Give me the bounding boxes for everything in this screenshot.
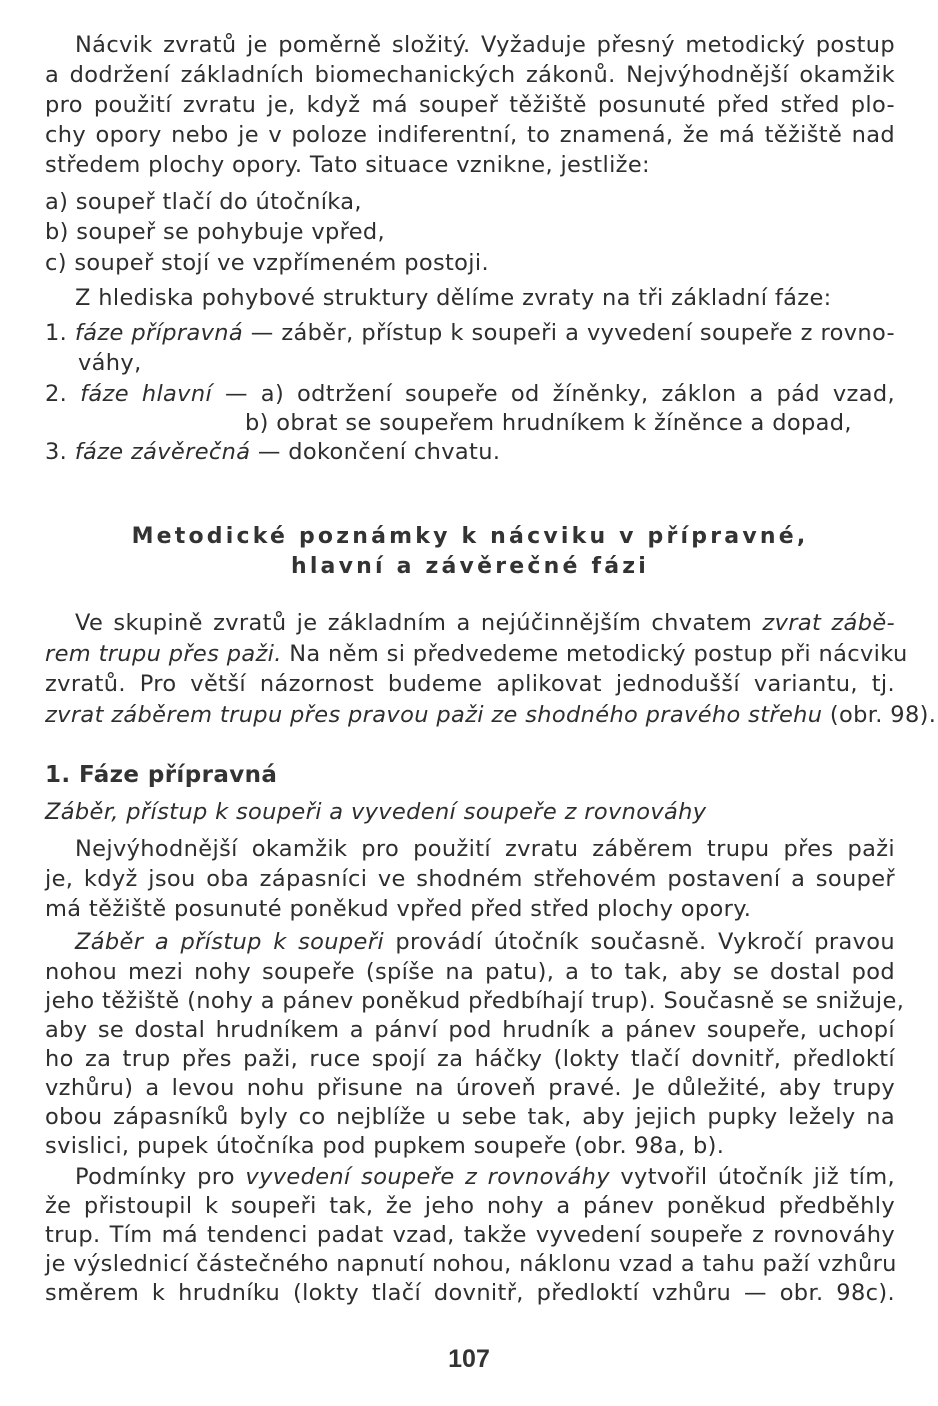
section-heading: hlavní a závěrečné fázi bbox=[290, 554, 650, 579]
subsection-title: 1. Fáze přípravná bbox=[45, 762, 278, 788]
text-line: Nácvik zvratů je poměrně složitý. Vyžaduje přesný metodický postup bbox=[75, 32, 895, 58]
text-line: nohou mezi nohy soupeře (spíše na patu), a to tak, aby se dostal pod bbox=[45, 959, 895, 985]
text-run: provádí útočník současně. Vykročí pravou bbox=[383, 929, 895, 955]
phase-description: — dokončení chvatu. bbox=[250, 439, 501, 465]
italic-run: zvrat zábě- bbox=[762, 610, 895, 636]
text-line: středem plochy opory. Tato situace vznikne, jestliže: bbox=[45, 152, 650, 178]
text-line: Nejvýhodnější okamžik pro použití zvratu záběrem trupu přes paži bbox=[75, 836, 895, 862]
text-run: Na něm si předvedeme metodický postup při nácviku bbox=[281, 641, 908, 667]
phase-name: fáze závěrečná bbox=[74, 439, 251, 465]
text-line: aby se dostal hrudníkem a pánví pod hrudník a pánev soupeře, uchopí bbox=[45, 1017, 895, 1043]
text-line bbox=[45, 639, 908, 669]
text-line: svislici, pupek útočníka pod pupkem soupeře (obr. 98a, b). bbox=[45, 1133, 725, 1159]
section-heading: Metodické poznámky k nácviku v přípravné, bbox=[131, 524, 809, 549]
list-item: c) soupeř stojí ve vzpřímeném postoji. bbox=[45, 250, 490, 276]
list-item bbox=[45, 318, 895, 348]
text-line: a dodržení základních biomechanických zákonů. Nejvýhodnější okamžik bbox=[45, 62, 895, 88]
text-line: zvratů. Pro větší názornost budeme aplikovat jednodušší variantu, tj. bbox=[45, 671, 895, 697]
list-item: b) soupeř se pohybuje vpřed, bbox=[45, 219, 386, 245]
text-line: jeho těžiště (nohy a pánev poněkud předbíhají trup). Současně se snižuje, bbox=[45, 988, 905, 1014]
list-item bbox=[45, 437, 895, 467]
text-line: b) obrat se soupeřem hrudníkem k žíněnce a dopad, bbox=[245, 410, 852, 436]
list-number: 3. bbox=[45, 439, 68, 465]
list-number: 2. bbox=[45, 381, 68, 407]
subsection-subtitle bbox=[45, 797, 895, 827]
text-line: má těžiště posunuté poněkud vpřed před střed plochy opory. bbox=[45, 896, 752, 922]
text-line bbox=[75, 927, 895, 957]
text-line: pro použití zvratu je, když má soupeř těžiště posunuté před střed plo- bbox=[45, 92, 895, 118]
text-run: Podmínky pro bbox=[75, 1164, 246, 1190]
text-line: vzhůru) a levou nohu přisune na úroveň pravé. Je důležité, aby trupy bbox=[45, 1075, 895, 1101]
text-line bbox=[45, 700, 937, 730]
text-run: (obr. 98). bbox=[822, 702, 937, 728]
italic-run: vyvedení soupeře z rovnováhy bbox=[245, 1164, 610, 1190]
phase-name: fáze hlavní bbox=[80, 381, 213, 407]
list-item bbox=[45, 379, 895, 409]
text-line: obou zápasníků byly co nejblíže u sebe tak, aby jejich pupky ležely na bbox=[45, 1104, 895, 1130]
phase-description: — záběr, přístup k soupeři a vyvedení soupeře z rovno- bbox=[243, 320, 895, 346]
phase-name: fáze přípravná bbox=[74, 320, 244, 346]
italic-run: zvrat záběrem trupu přes pravou paži ze shodného pravého střehu bbox=[45, 702, 823, 728]
phase-description: — a) odtržení soupeře od žíněnky, záklon a pád vzad, bbox=[212, 381, 895, 407]
text-line: je, když jsou oba zápasníci ve shodném střehovém postavení a soupeř bbox=[45, 866, 895, 892]
text-line: váhy, bbox=[78, 350, 142, 376]
text-line: chy opory nebo je v poloze indiferentní, to znamená, že má těžiště nad bbox=[45, 122, 895, 148]
italic-run: Záběr a přístup k soupeři bbox=[75, 929, 384, 955]
text-line bbox=[75, 608, 895, 638]
text-line: směrem k hrudníku (lokty tlačí dovnitř, předloktí vzhůru — obr. 98c). bbox=[45, 1280, 895, 1306]
text-run: Ve skupině zvratů je základním a nejúčinnějším chvatem bbox=[75, 610, 763, 636]
phases-intro: Z hlediska pohybové struktury dělíme zvraty na tři základní fáze: bbox=[75, 285, 832, 311]
text-run: vytvořil útočník již tím, bbox=[609, 1164, 896, 1190]
italic-run: Záběr, přístup k soupeři a vyvedení soupeře z rovnováhy bbox=[45, 799, 707, 825]
list-item: a) soupeř tlačí do útočníka, bbox=[45, 189, 362, 215]
list-number: 1. bbox=[45, 320, 68, 346]
page-number: 107 bbox=[448, 1345, 490, 1373]
italic-run: rem trupu přes paži. bbox=[45, 641, 282, 667]
text-line: že přistoupil k soupeři tak, že jeho nohy a pánev poněkud předběhly bbox=[45, 1193, 895, 1219]
text-line: ho za trup přes paži, ruce spojí za háčky (lokty tlačí dovnitř, předloktí bbox=[45, 1046, 895, 1072]
text-line bbox=[75, 1162, 895, 1192]
text-line: je výslednicí částečného napnutí nohou, náklonu vzad a tahu paží vzhůru bbox=[45, 1251, 897, 1277]
text-line: trup. Tím má tendenci padat vzad, takže vyvedení soupeře z rovnováhy bbox=[45, 1222, 895, 1248]
